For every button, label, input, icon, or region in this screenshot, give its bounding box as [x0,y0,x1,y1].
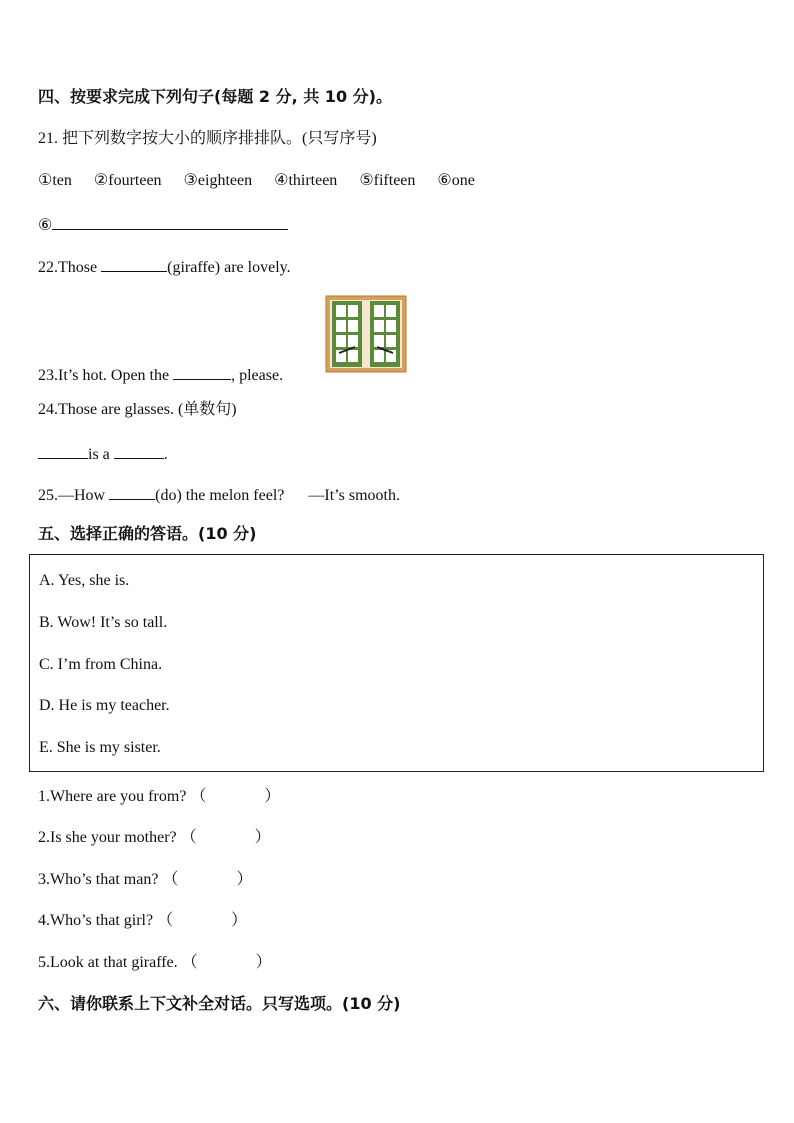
q24-mid: is a [88,446,110,463]
s5-question-5 [38,953,272,973]
choice-b: B. Wow! It’s so tall. [39,614,168,631]
choice-d: D. He is my teacher. [39,697,170,714]
q25-reply: —It’s smooth. [308,487,400,504]
window-picture [325,295,407,373]
q21-option-5: ⑤fifteen [359,172,416,189]
q24-prompt: 24.Those are glasses. (单数句) [38,401,237,418]
paren-close: ） [255,954,272,971]
s5-question-1-text: 1.Where are you from? [38,788,187,805]
paren-open: （ [180,829,197,846]
section-5-title: 五、选择正确的答语。(10 分) [38,524,257,543]
paren-open: （ [190,788,207,805]
q21-option-2: ②fourteen [93,172,162,189]
q21-answer-prefix: ⑥ [38,217,53,234]
q23-before: 23.It’s hot. Open the [38,367,170,384]
q21-prompt: 21. 把下列数字按大小的顺序排排队。(只写序号) [38,130,377,147]
q24-blank-1[interactable] [38,442,88,459]
paren-open: （ [181,954,198,971]
q21-option-4: ④thirteen [274,172,338,189]
q21-options [38,171,475,191]
q21-option-3: ③eighteen [183,172,253,189]
s5-question-4-text: 4.Who’s that girl? [38,912,154,929]
paren-close: ） [231,912,248,929]
q24-blank-2[interactable] [114,442,164,459]
q22-blank[interactable] [101,255,167,272]
q24-answer-line [38,442,168,465]
s5-question-1 [38,787,280,807]
s5-question-3-text: 3.Who’s that man? [38,871,159,888]
q23-blank[interactable] [173,363,231,380]
q21-answer-line [38,213,288,236]
section-6-title: 六、请你联系上下文补全对话。只写选项。(10 分) [38,994,401,1013]
s5-question-5-text: 5.Look at that giraffe. [38,954,178,971]
q23 [38,363,283,386]
s5-question-2-text: 2.Is she your mother? [38,829,177,846]
q25-before: 25.—How [38,487,106,504]
q22 [38,255,291,278]
q22-after: (giraffe) are lovely. [167,259,291,276]
choice-e: E. She is my sister. [39,739,161,756]
choice-a: A. Yes, she is. [39,572,130,589]
paren-close: ） [264,788,281,805]
s5-question-3 [38,870,252,890]
choice-c: C. I’m from China. [39,656,163,673]
section-4-title: 四、按要求完成下列句子(每题 2 分, 共 10 分)。 [38,87,392,106]
answer-choices-box [29,554,764,772]
q25 [38,483,400,506]
paren-open: （ [157,912,174,929]
q25-after: (do) the melon feel? [155,487,285,504]
paren-open: （ [162,871,179,888]
s5-question-4 [38,911,247,931]
q21-answer-blank[interactable] [52,213,288,230]
q21-option-1: ①ten [38,172,72,189]
s5-question-2 [38,828,271,848]
q25-blank[interactable] [109,483,155,500]
paren-close: ） [254,829,271,846]
q21-option-6: ⑥one [437,172,475,189]
q24-end: . [163,446,168,463]
paren-close: ） [236,871,253,888]
q22-before: 22.Those [38,259,98,276]
q23-after: , please. [231,367,284,384]
